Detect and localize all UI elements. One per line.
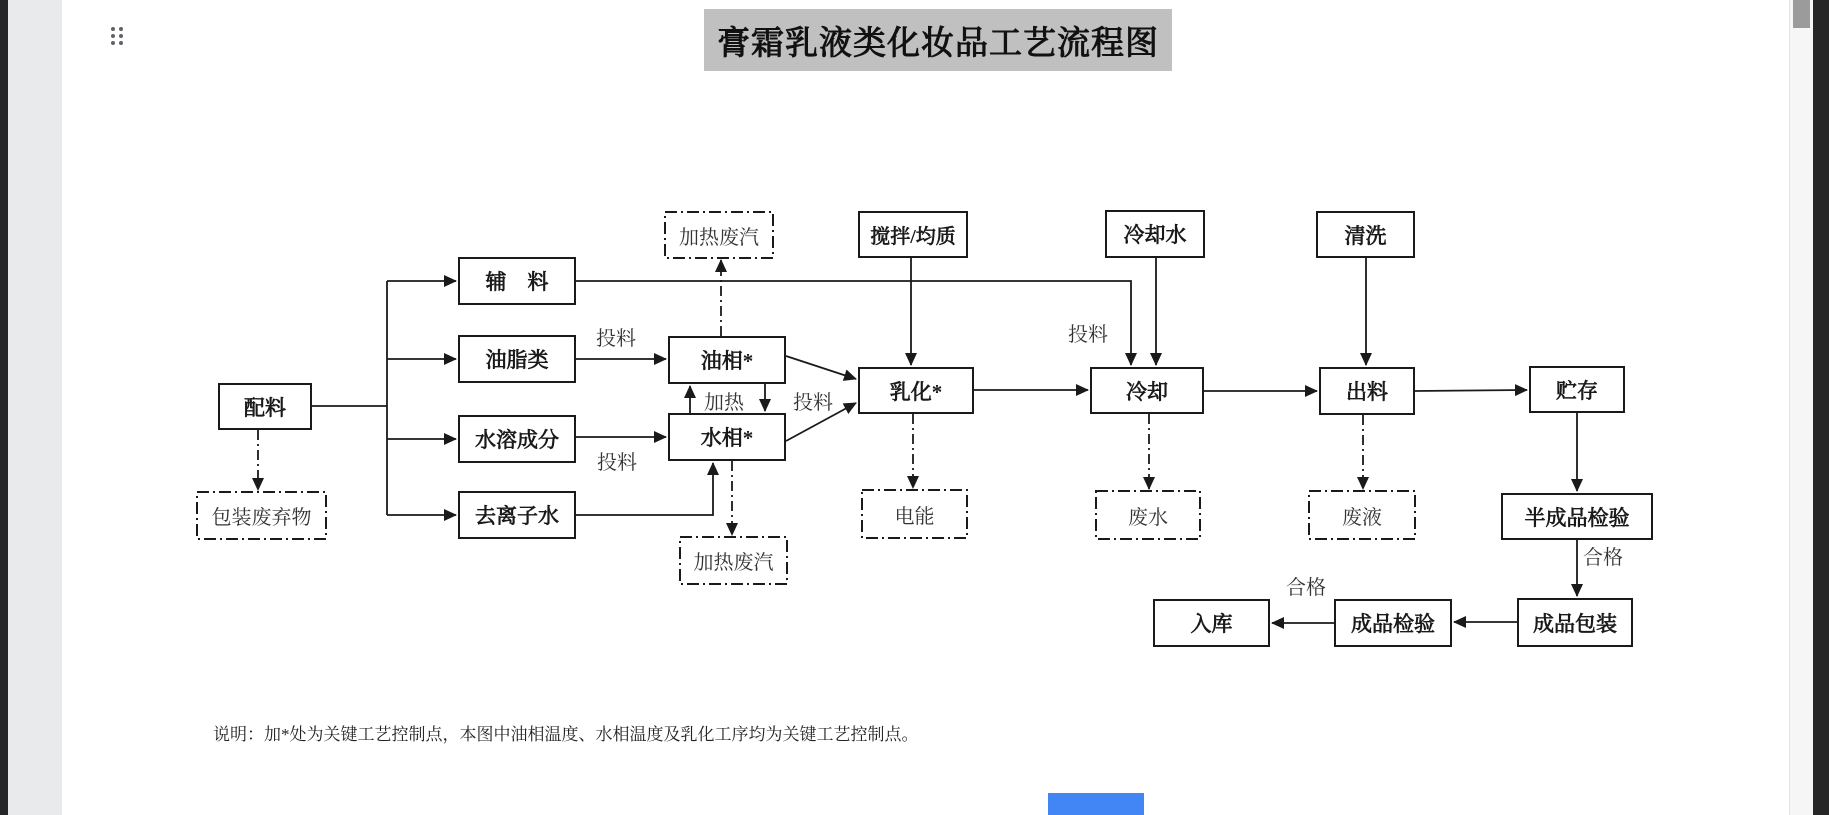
label-heating: 加热 bbox=[704, 392, 744, 414]
waste-heating-exhaust-bottom: 加热废汽 bbox=[693, 552, 774, 574]
note-text: 说明：加*处为关键工艺控制点，本图中油相温度、水相温度及乳化工序均为关键工艺控制点。 bbox=[213, 725, 919, 744]
waste-wastewater: 废水 bbox=[1128, 506, 1168, 529]
label-feed-3: 投料 bbox=[793, 392, 833, 414]
node-semi-product-inspection: 半成品检验 bbox=[1501, 493, 1653, 540]
node-emulsify: 乳化* bbox=[858, 367, 974, 414]
node-water-phase: 水相* bbox=[668, 413, 786, 461]
node-cooling: 冷却 bbox=[1090, 367, 1204, 414]
waste-packaging-waste: 包装废弃物 bbox=[211, 507, 312, 529]
node-storage: 贮存 bbox=[1529, 366, 1625, 413]
node-product-inspection: 成品检验 bbox=[1334, 599, 1452, 647]
waste-heating-exhaust-top: 加热废汽 bbox=[679, 226, 759, 249]
label-feed-1: 投料 bbox=[596, 328, 636, 350]
node-cleaning: 清洗 bbox=[1316, 211, 1415, 258]
horizontal-scrollbar-thumb[interactable] bbox=[1048, 793, 1144, 815]
scrollbar-thumb[interactable] bbox=[1793, 0, 1810, 28]
right-dark-edge bbox=[1813, 0, 1829, 815]
node-product-packaging: 成品包装 bbox=[1517, 598, 1633, 647]
node-deionized-water: 去离子水 bbox=[458, 491, 576, 539]
page-title: 膏霜乳液类化妆品工艺流程图 bbox=[704, 9, 1172, 71]
waste-waste-liquid: 废液 bbox=[1342, 506, 1382, 529]
label-feed-2: 投料 bbox=[597, 452, 637, 474]
label-qualified-1: 合格 bbox=[1583, 547, 1623, 569]
node-stir-homogenize: 搅拌/均质 bbox=[858, 211, 968, 258]
waste-electric-energy: 电能 bbox=[894, 505, 935, 528]
label-feed-4: 投料 bbox=[1068, 324, 1108, 346]
node-batching: 配料 bbox=[218, 383, 312, 430]
node-oils: 油脂类 bbox=[458, 335, 576, 383]
node-auxiliary-materials: 辅 料 bbox=[458, 257, 576, 305]
node-cooling-water: 冷却水 bbox=[1105, 210, 1205, 258]
vertical-scrollbar[interactable] bbox=[1789, 0, 1814, 815]
node-discharge: 出料 bbox=[1319, 367, 1415, 415]
node-water-soluble: 水溶成分 bbox=[458, 415, 576, 463]
node-oil-phase: 油相* bbox=[668, 336, 786, 384]
label-qualified-2: 合格 bbox=[1286, 577, 1326, 599]
node-warehouse: 入库 bbox=[1153, 599, 1270, 647]
